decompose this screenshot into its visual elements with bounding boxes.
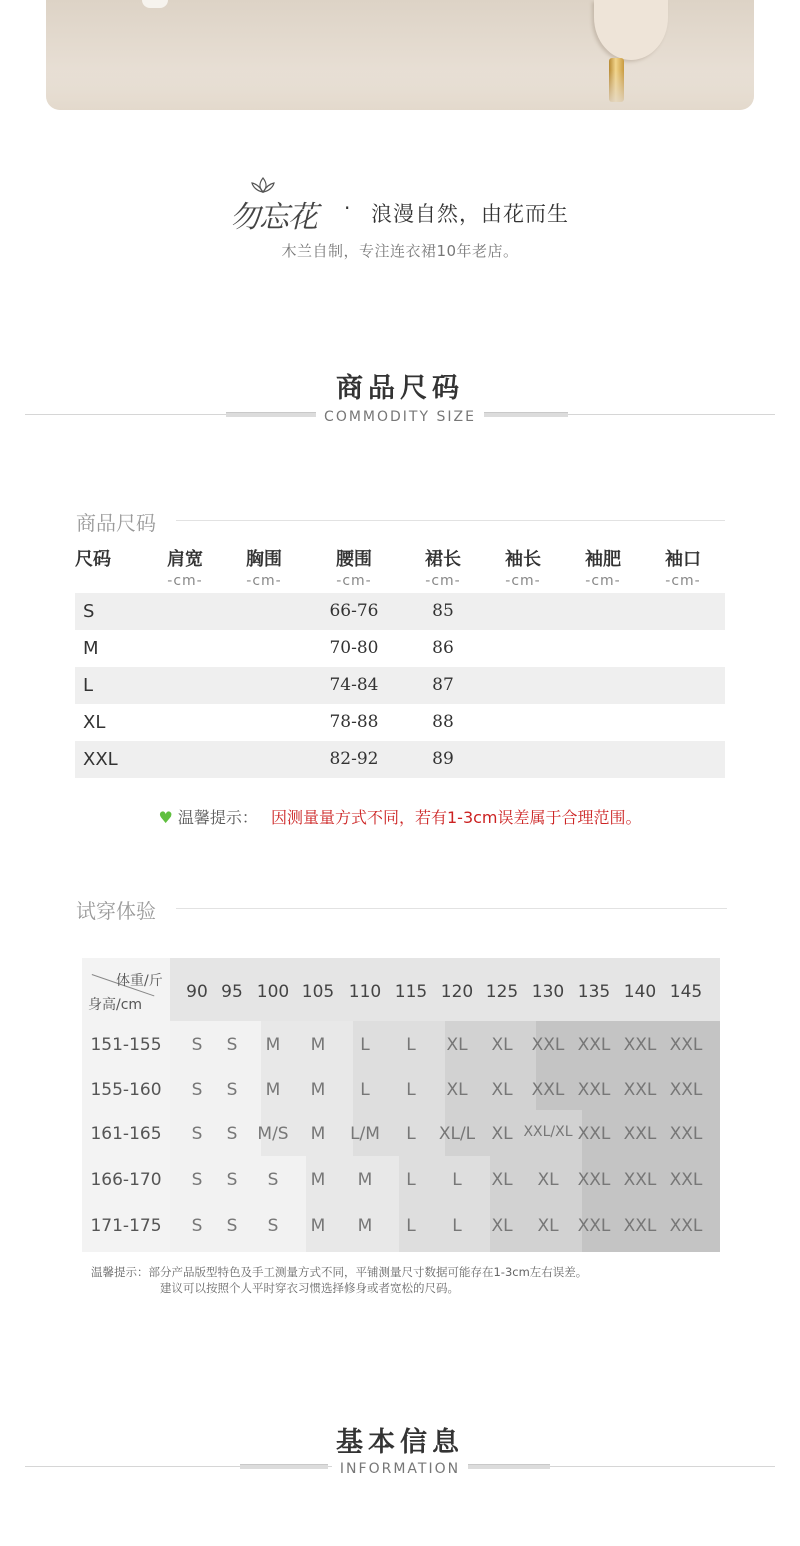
brand-block: [226, 176, 606, 235]
size-recommendation: L: [406, 1035, 416, 1055]
size-label: XXL: [83, 749, 118, 770]
size-recommendation: XXL: [623, 1035, 657, 1055]
size-recommendation: XXL: [669, 1170, 703, 1190]
size-recommendation: XXL: [531, 1035, 565, 1055]
size-recommendation: L: [360, 1035, 370, 1055]
size-recommendation: XXL: [669, 1216, 703, 1236]
waist-value: 70-80: [329, 638, 379, 658]
tip-message: 因测量量方式不同，若有1-3cm误差属于合理范围。: [271, 808, 642, 827]
brand-separator: ·: [344, 196, 351, 220]
waist-value: 74-84: [329, 675, 379, 695]
size-recommendation: XXL: [669, 1080, 703, 1100]
size-recommendation: XXL: [669, 1124, 703, 1144]
size-recommendation: L: [406, 1080, 416, 1100]
size-recommendation: S: [191, 1216, 203, 1236]
try-on-title: 试穿体验: [76, 899, 156, 923]
col-cuff: 袖口 -cm-: [665, 549, 701, 589]
size-recommendation: XL/L: [438, 1124, 476, 1144]
length-value: 86: [432, 638, 454, 658]
size-recommendation: S: [267, 1170, 279, 1190]
size-recommendation: S: [226, 1124, 238, 1144]
size-recommendation: XXL: [623, 1080, 657, 1100]
size-row: [75, 667, 725, 704]
size-label: L: [83, 675, 94, 696]
size-recommendation: S: [191, 1035, 203, 1055]
col-length: 裙长 -cm-: [425, 549, 461, 589]
weight-header: 120: [440, 982, 474, 1002]
height-label: 161-165: [90, 1124, 162, 1144]
size-recommendation: XL: [537, 1170, 559, 1190]
size-chart-title: 商品尺码: [76, 511, 156, 535]
size-recommendation: L/M: [350, 1124, 380, 1144]
size-recommendation: M: [265, 1035, 281, 1055]
brand-slogan: 浪漫自然，由花而生: [371, 202, 569, 226]
length-value: 85: [432, 601, 454, 621]
weight-header: 140: [623, 982, 657, 1002]
col-shoulder: 肩宽 -cm-: [167, 549, 203, 589]
size-recommendation: L: [360, 1080, 370, 1100]
size-label: M: [83, 638, 99, 659]
section-subtitle: COMMODITY SIZE: [316, 409, 484, 425]
size-row: [75, 630, 725, 667]
try-on-title-rule: [176, 908, 727, 909]
note-line-2: 建议可以按照个人平时穿衣习惯选择修身或者宽松的尺码。: [160, 1281, 459, 1295]
size-recommendation: M: [310, 1216, 326, 1236]
photo-shoe-right: [594, 0, 668, 60]
weight-header: 90: [186, 982, 208, 1002]
col-sleeve-length: 袖长 -cm-: [505, 549, 541, 589]
tip-label: 温馨提示：: [177, 808, 258, 827]
photo-shoe-left: [142, 0, 168, 8]
size-label: S: [83, 601, 95, 622]
length-value: 87: [432, 675, 454, 695]
height-label: 155-160: [90, 1080, 162, 1100]
size-recommendation: XXL: [623, 1216, 657, 1236]
weight-header: 100: [256, 982, 290, 1002]
waist-value: 82-92: [329, 749, 379, 769]
size-recommendation: XXL: [577, 1035, 611, 1055]
size-recommendation: M: [310, 1035, 326, 1055]
size-recommendation: S: [226, 1080, 238, 1100]
measurement-tip: [0, 805, 800, 828]
length-value: 89: [432, 749, 454, 769]
note-line-1: 温馨提示：部分产品版型特色及手工测量方式不同，平铺测量尺寸数据可能存在1-3cm左右误差。: [91, 1265, 588, 1279]
weight-header: 105: [301, 982, 335, 1002]
weight-header: 95: [221, 982, 243, 1002]
weight-header: 125: [485, 982, 519, 1002]
col-size: 尺码: [75, 549, 111, 570]
size-chart-title-rule: [176, 520, 725, 521]
size-recommendation: L: [406, 1216, 416, 1236]
height-label: 171-175: [90, 1216, 162, 1236]
size-recommendation: XXL: [577, 1170, 611, 1190]
try-on-grid: [82, 958, 720, 1252]
size-recommendation: L: [452, 1216, 462, 1236]
height-label: 151-155: [90, 1035, 162, 1055]
size-recommendation: XL: [537, 1216, 559, 1236]
size-chart-table: [75, 545, 725, 778]
size-recommendation: XXL: [623, 1124, 657, 1144]
length-value: 88: [432, 712, 454, 732]
brand-subtitle: 木兰自制，专注连衣裙10年老店。: [281, 242, 519, 260]
product-photo: [46, 0, 754, 110]
size-recommendation: M/S: [257, 1124, 289, 1144]
size-recommendation: M: [357, 1216, 373, 1236]
weight-header: 110: [348, 982, 382, 1002]
try-on-note: [91, 1264, 587, 1296]
size-recommendation: S: [191, 1124, 203, 1144]
size-recommendation: XL: [491, 1080, 513, 1100]
size-row: [75, 741, 725, 778]
photo-floor: [46, 70, 754, 110]
size-row: [75, 704, 725, 741]
size-recommendation: XXL: [623, 1170, 657, 1190]
weight-header: 145: [669, 982, 703, 1002]
size-recommendation: XXL: [577, 1124, 611, 1144]
size-row: [75, 593, 725, 630]
size-recommendation: L: [452, 1170, 462, 1190]
waist-value: 66-76: [329, 601, 379, 621]
section-subtitle: INFORMATION: [332, 1461, 468, 1477]
height-label: 166-170: [90, 1170, 162, 1190]
green-heart-icon: ♥: [158, 808, 173, 827]
size-recommendation: XL: [491, 1035, 513, 1055]
size-recommendation: L: [406, 1170, 416, 1190]
size-recommendation: XXL: [531, 1080, 565, 1100]
section-title: 基本信息: [336, 1427, 464, 1458]
size-recommendation: XXL: [669, 1035, 703, 1055]
col-waist: 腰围 -cm-: [336, 549, 372, 589]
col-chest: 胸围 -cm-: [246, 549, 282, 589]
section-title: 商品尺码: [336, 373, 464, 404]
corner-height-label: 身高/cm: [88, 997, 143, 1013]
corner-weight-label: 体重/斤: [116, 973, 163, 989]
size-recommendation: XXL/XL: [523, 1124, 573, 1140]
size-recommendation: S: [267, 1216, 279, 1236]
size-recommendation: M: [310, 1124, 326, 1144]
size-recommendation: S: [226, 1216, 238, 1236]
waist-value: 78-88: [329, 712, 379, 732]
weight-header: 135: [577, 982, 611, 1002]
size-recommendation: S: [226, 1035, 238, 1055]
size-recommendation: XL: [446, 1080, 468, 1100]
size-recommendation: M: [310, 1170, 326, 1190]
size-chart-header: [75, 545, 725, 593]
size-recommendation: S: [191, 1170, 203, 1190]
size-recommendation: M: [310, 1080, 326, 1100]
size-recommendation: XL: [491, 1216, 513, 1236]
brand-logo-text: 勿忘花: [230, 200, 317, 235]
size-recommendation: M: [357, 1170, 373, 1190]
size-recommendation: L: [406, 1124, 416, 1144]
size-recommendation: M: [265, 1080, 281, 1100]
size-label: XL: [83, 712, 106, 733]
size-recommendation: XXL: [577, 1216, 611, 1236]
size-recommendation: XL: [491, 1170, 513, 1190]
size-recommendation: XL: [491, 1124, 513, 1144]
weight-header: 130: [531, 982, 565, 1002]
size-recommendation: XXL: [577, 1080, 611, 1100]
weight-header: 115: [394, 982, 428, 1002]
size-recommendation: S: [226, 1170, 238, 1190]
size-recommendation: S: [191, 1080, 203, 1100]
size-recommendation: XL: [446, 1035, 468, 1055]
col-sleeve-width: 袖肥 -cm-: [585, 549, 621, 589]
